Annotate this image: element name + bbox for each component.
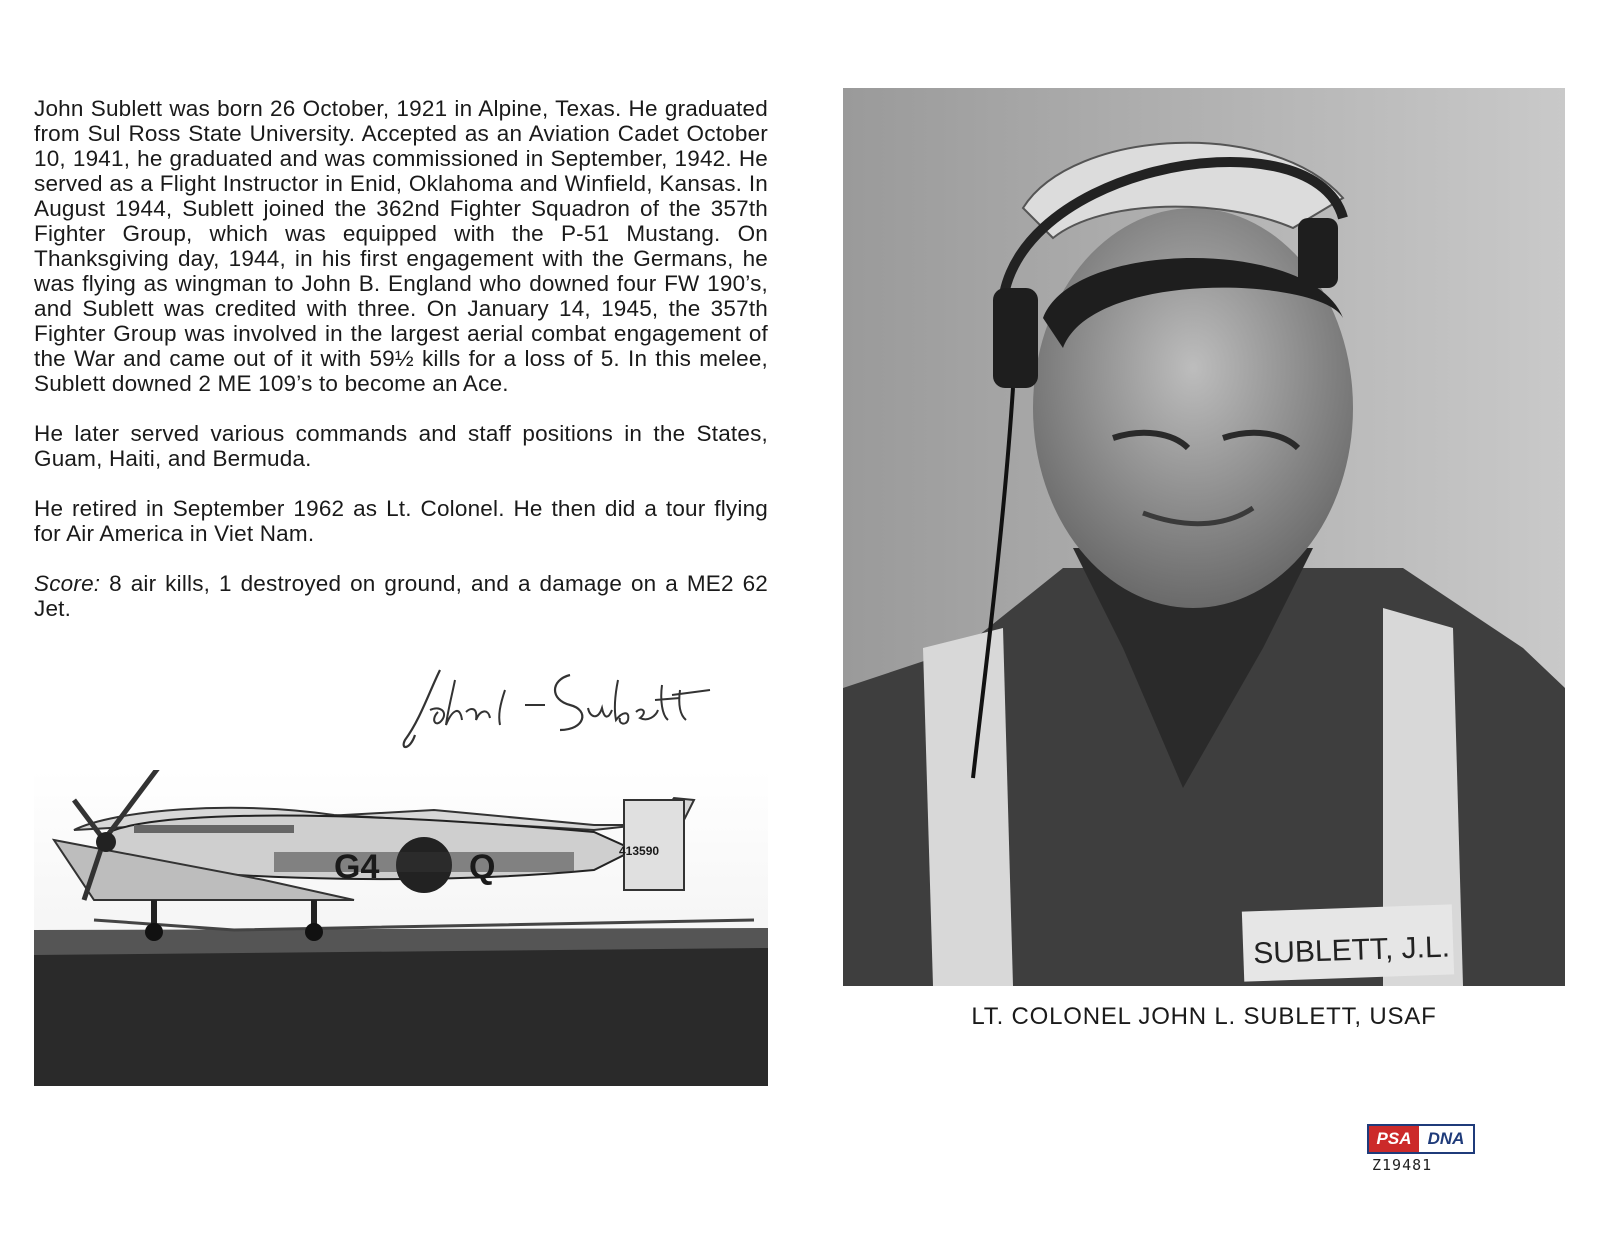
score-text: 8 air kills, 1 destroyed on ground, and a damage on a ME2 62 Jet. [34,571,768,621]
score-label: Score: [34,571,101,596]
autograph-signature [400,650,720,760]
bio-paragraph-2: He later served various commands and staff positions in the States, Guam, Haiti, and Bermuda. [34,421,768,471]
biography-text [34,96,768,646]
certification-number: Z19481 [1372,1156,1433,1174]
plane-marking-letter: Q [469,848,496,886]
plane-marking-code: G4 [334,848,380,886]
bio-paragraph-3: He retired in September 1962 as Lt. Colonel. He then did a tour flying for Air America in Viet Nam. [34,496,768,546]
p51-mustang-photo [34,770,768,1086]
portrait-caption: LT. COLONEL JOHN L. SUBLETT, USAF [971,1003,1437,1030]
portrait-photo [843,88,1565,986]
psa-dna-logo [1367,1124,1475,1154]
name-tag-text: SUBLETT, J.L. [1252,930,1451,971]
bio-score [34,571,768,621]
psa-logo-right: DNA [1419,1126,1473,1152]
psa-logo-left: PSA [1369,1126,1419,1152]
plane-serial: 413590 [619,844,660,858]
bio-paragraph-1: John Sublett was born 26 October, 1921 in Alpine, Texas. He graduated from Sul Ross State University. Accepted as an Aviation Cadet October 10, 1941, he graduated and was commissioned in September, 1942. He served as a Flight Instructor in Enid, Oklahoma and Winfield, Kansas. In August 1944, Sublett joined the 362nd Fighter Squadron of the 357th Fighter Group, which was equipped with the P-51 Mustang. On Thanksgiving day, 1944, in his first engagement with the Germans, he was flying as wingman to John B. England who downed four FW 190’s, and Sublett was credited with three. On January 14, 1945, the 357th Fighter Group was involved in the largest aerial combat engagement of the War and came out of it with 59½ kills for a loss of 5. In this melee, Sublett downed 2 ME 109’s to become an Ace. [34,96,768,396]
